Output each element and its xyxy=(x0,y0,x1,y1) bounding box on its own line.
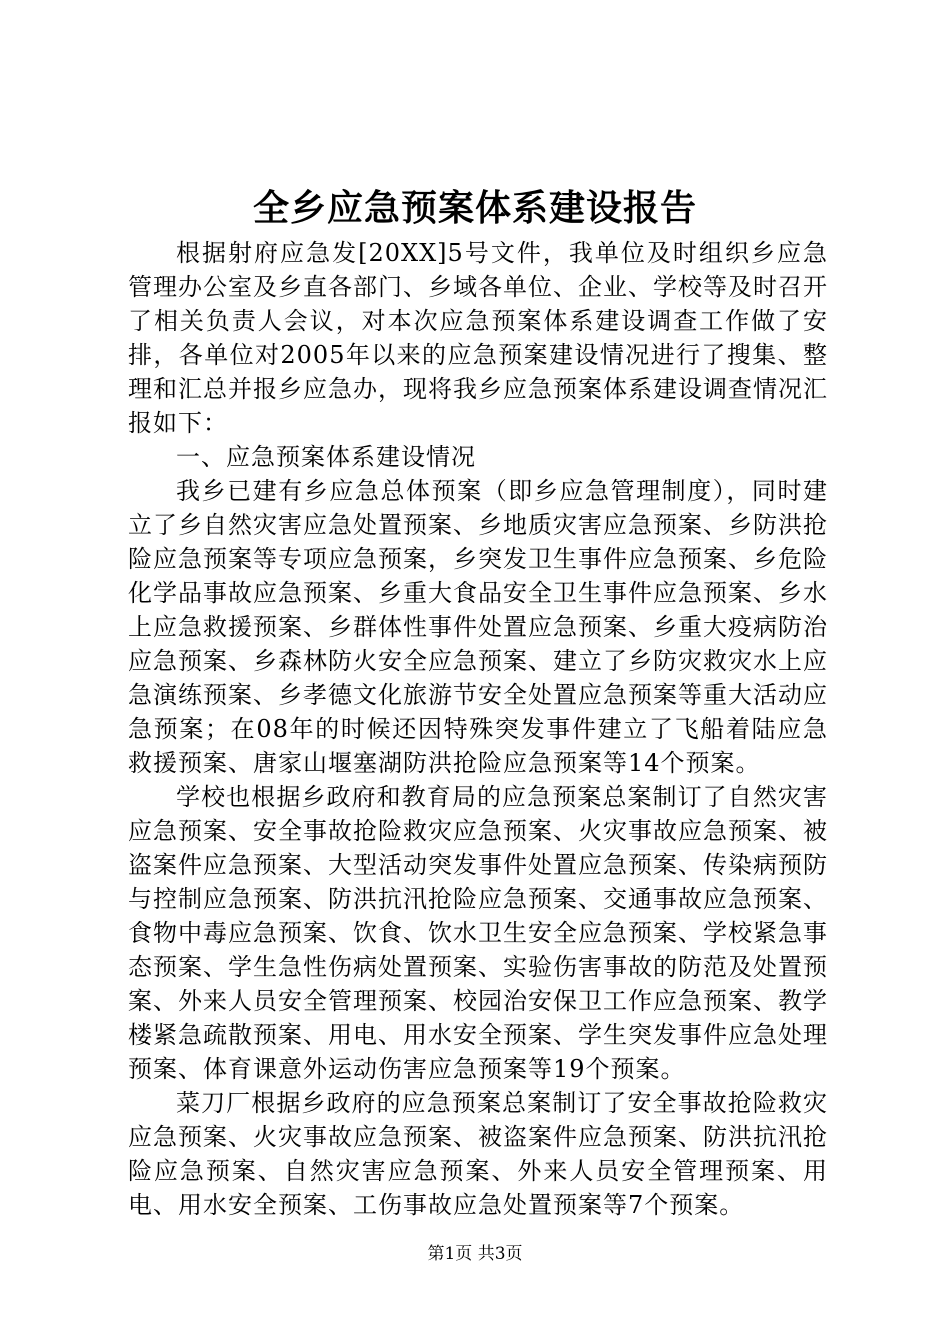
paragraph-school-plans: 学校也根据乡政府和教育局的应急预案总案制订了自然灾害应急预案、安全事故抢险救灾应急预案、火灾事故应急预案、被盗案件应急预案、大型活动突发事件处置应急预案、传染病预防与控制应急预案、防洪抗汛抢险应急预案、交通事故应急预案、食物中毒应急预案、饮食、饮水卫生安全应急预案、学校紧急事态预案、学生急性伤病处置预案、实验伤害事故的防范及处置预案、外来人员安全管理预案、校园治安保卫工作应急预案、教学楼紧急疏散预案、用电、用水安全预案、学生突发事件应急处理预案、体育课意外运动伤害应急预案等19个预案。 xyxy=(128,783,828,1083)
document-body xyxy=(128,236,828,1222)
paragraph-factory-plans: 菜刀厂根据乡政府的应急预案总案制订了安全事故抢险救灾应急预案、火灾事故应急预案、被盗案件应急预案、防洪抗汛抢险应急预案、自然灾害应急预案、外来人员安全管理预案、用电、用水安全预案、工伤事故应急处置预案等7个预案。 xyxy=(128,1089,828,1219)
paragraph-intro: 根据射府应急发[20XX]5号文件，我单位及时组织乡应急管理办公室及乡直各部门、乡域各单位、企业、学校等及时召开了相关负责人会议，对本次应急预案体系建设调查工作做了安排，各单位对2005年以来的应急预案建设情况进行了搜集、整理和汇总并报乡应急办，现将我乡应急预案体系建设调查情况汇报如下： xyxy=(128,239,828,437)
page-footer: 第1页 共3页 xyxy=(427,1244,523,1264)
section-heading: 一、应急预案体系建设情况 xyxy=(176,443,476,471)
document-title: 全乡应急预案体系建设报告 xyxy=(252,187,697,229)
paragraph-township-plans: 我乡已建有乡应急总体预案（即乡应急管理制度），同时建立了乡自然灾害应急处置预案、乡地质灾害应急预案、乡防洪抢险应急预案等专项应急预案，乡突发卫生事件应急预案、乡危险化学品事故应急预案、乡重大食品安全卫生事件应急预案、乡水上应急救援预案、乡群体性事件处置应急预案、乡重大疫病防治应急预案、乡森林防火安全应急预案、建立了乡防灾救灾水上应急演练预案、乡孝德文化旅游节安全处置应急预案等重大活动应急预案；在08年的时候还因特殊突发事件建立了飞船着陆应急救援预案、唐家山堰塞湖防洪抢险应急预案等14个预案。 xyxy=(128,477,828,777)
